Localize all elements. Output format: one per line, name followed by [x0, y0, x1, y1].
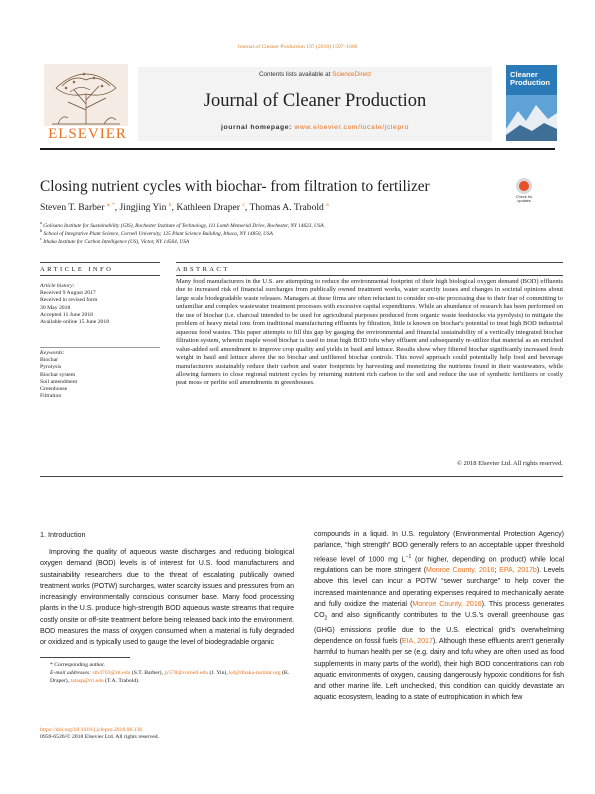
citation-link[interactable]: EIA, 2017: [401, 637, 433, 646]
history-item: 30 May 2018: [40, 304, 71, 311]
body-text-right: [314, 529, 564, 704]
cover-title: Cleaner Production: [510, 70, 551, 87]
divider: [40, 275, 160, 276]
keyword: Greenhouse: [40, 386, 68, 393]
author-affil-marker[interactable]: a, *: [106, 202, 115, 208]
author-affil-marker[interactable]: b: [168, 202, 172, 208]
abstract-heading: ABSTRACT: [176, 266, 230, 273]
abstract-text: Many food manufacturers in the U.S. are attempting to reduce the environmental footprint of their high biological oxygen demand (BOD) effluents due to increased risk of financial surcharges from publically owned treatment works, water scarcity issues and changes in societal opinions about large scale biodegradable waste releases. Managers at these firms are often reluctant to consider on-site processing due to their fear of committing to unfamiliar and complex wastewater treatment processes with excessive capital expenditures. While an abundance of research has been performed on the use of biochar (i.e. charcoal intended to be used for agricultural purposes produced from organic waste feedstocks via pyrolysis) to mitigate the problem of heavy metal ions from traditional manufacturing effluents by filtration, little is known on biochar's potential to treat high BOD industrial aqueous food wastes. This paper attempts to fill this gap by gauging the environmental and financial sustainability of a vertically integrated biochar filtration system, wherein maple wood biochar is used to treat high BOD tofu whey effluent and subsequently re-utilize that material as an enriched value-added soil amendment to improve crop quality and yields in basil and lettuce. Results show whey filtered biochar significantly increased fresh weight in basil and lettuce above the no biochar and unfiltered biochar controls. This novel approach could potentially help food and beverage manufacturers sustainably reduce their carbon and water footprints by harvesting and monetizing the nutrients found in their wastewaters, while allowing farmers to close regional nutrient cycles by returning nutrient rich carbon to the soil and reduce the use of synthetic fertilizers or costly peat moss or perlite soil amendments in greenhouses.: [176, 278, 563, 387]
email-owner: (S.T. Barber),: [130, 670, 165, 676]
footnote-rule: [40, 657, 130, 658]
divider: [176, 275, 563, 276]
citation-link[interactable]: Monroe County, 2016: [426, 566, 495, 575]
homepage-link[interactable]: www.elsevier.com/locate/jclepro: [294, 124, 410, 131]
citation-link[interactable]: EPA, 2017b: [499, 566, 537, 575]
divider: [40, 347, 160, 348]
email-addresses: [50, 670, 300, 685]
contents-prefix: Contents lists available at: [258, 71, 333, 78]
elsevier-wordmark: ELSEVIER: [48, 126, 127, 142]
citation-link[interactable]: Monroe County, 2016: [412, 599, 482, 608]
author-name[interactable]: Steven T. Barber: [40, 202, 105, 214]
email-link[interactable]: stb4703@rit.edu: [92, 670, 131, 676]
body-text-run: −1: [405, 553, 412, 560]
affiliation: [40, 236, 189, 245]
issn-line: 0959-6526/© 2018 Elsevier Ltd. All rights reserved.: [40, 734, 159, 741]
affiliation-marker: a: [40, 220, 42, 225]
keywords: [40, 350, 77, 400]
keyword: Pyrolysis: [40, 364, 62, 371]
email-link[interactable]: kd@ithaka-institut.org: [229, 670, 281, 676]
body-text-run: 2: [324, 615, 328, 622]
affiliation-text: School of Integrative Plant Science, Cornell University, 125 Plant Science Building, Ithaca, NY 14850, USA: [43, 230, 273, 237]
abstract-copyright: © 2018 Elsevier Ltd. All rights reserved.: [456, 460, 563, 467]
divider: [176, 262, 563, 263]
keyword: Biochar system: [40, 371, 76, 378]
crossmark-label: Check for updates: [515, 195, 533, 204]
author-affil-marker[interactable]: c: [242, 202, 245, 208]
journal-cover-image[interactable]: [506, 65, 557, 141]
corresponding-author-note: * Corresponding author.: [50, 662, 106, 668]
history-item: Available online 15 June 2018: [40, 319, 110, 326]
sciencedirect-link[interactable]: ScienceDirect: [332, 71, 371, 78]
divider: [40, 262, 160, 263]
journal-citation[interactable]: Journal of Cleaner Production 197 (2018) 1597–1606: [237, 44, 358, 50]
crossmark-icon: [516, 178, 532, 194]
email-label: E-mail addresses:: [50, 670, 93, 676]
email-link[interactable]: jy578@cornell.edu: [164, 670, 209, 676]
author-affil-marker[interactable]: a: [326, 202, 329, 208]
affiliation-marker: b: [40, 228, 43, 233]
keyword: Filtration: [40, 393, 62, 400]
article-info-heading: ARTICLE INFO: [40, 266, 114, 273]
crossmark-badge[interactable]: [509, 178, 539, 208]
email-owner: (T.A. Trabold).: [103, 677, 140, 684]
history-label: Article history:: [40, 283, 75, 289]
body-text-run: and also significantly contributes to the U.S.'s overall greenhouse gas (GHG) emissions profile due to the U.S. electrical grid's overwhelming dependence on fossil fuels (: [314, 611, 564, 646]
author-name[interactable]: Thomas A. Trabold: [249, 202, 324, 214]
article-history: [40, 283, 109, 326]
header-rule: [40, 148, 555, 150]
email-owner: (J. Yin),: [208, 670, 230, 676]
body-text-run: (or higher, depending on product) while local regulations can be more stringent (: [314, 554, 564, 575]
journal-masthead: [138, 67, 492, 141]
contents-line: [138, 71, 492, 78]
keywords-label: Keywords:: [40, 350, 65, 356]
affiliation-marker: c: [40, 236, 42, 241]
history-item: Received in revised form: [40, 297, 98, 304]
doi-block: [40, 727, 159, 742]
keyword: Soil amendment: [40, 378, 78, 385]
homepage-label: journal homepage:: [220, 124, 295, 131]
elsevier-tree-icon: [44, 64, 128, 126]
author-name[interactable]: Jingjing Yin: [119, 202, 167, 214]
email-owner: (K. Draper),: [50, 670, 290, 684]
keyword: Biochar: [40, 357, 59, 364]
section-heading: 1. Introduction: [40, 530, 86, 539]
history-item: Accepted 11 June 2018: [40, 311, 94, 318]
body-text-run: ). Although these effluents aren't generally harmful to human health per se (e.g. dairy and tofu whey are often used as food supplements in many parts of the world), their high BOD concentrations can rob aquatic environments of oxygen, causing dangerously hypoxic conditions for fish and other marine life. Left unchecked, this condition can quickly devastate an aquatic ecosystem, leading to a state of eutrophication in which few: [314, 637, 565, 702]
body-text-run: ;: [494, 566, 500, 575]
body-text-run: compounds in a liquid. In U.S. regulatory (Environmental Protection Agency) parlance, “high strength” BOD generally refers to an acceptable upper threshold release level of 1000 mg L: [314, 530, 564, 563]
cover-mountain-icon: [506, 95, 557, 141]
journal-title[interactable]: Journal of Cleaner Production: [203, 91, 427, 111]
divider: [40, 476, 563, 477]
body-text-run: ). Levels above this level can incur a POTW “sewer surcharge” to help cover the increased maintenance and operating expenses required to mechanically aerate and fully oxidize the material (: [314, 566, 565, 608]
author-name[interactable]: Kathleen Draper: [176, 202, 240, 214]
body-text-left: Improving the quality of aqueous waste discharges and reducing biological oxygen demand (BOD) levels is of interest for U.S. food manufacturers and sustainability researchers due to the threat of escalating publically owned treatment works (POTW) surcharges, water scarcity issues and pressures from an increasingly environmentally conscious consumer base. Many food processing plants in the U.S. produce high-strength BOD aqueous waste streams that require costly onsite or off-site treatment before being released back into the environment. BOD measures the mass of oxygen consumed when a material is fully degraded or oxidized and is typically used to gauge the level of biodegradable organic: [40, 548, 294, 646]
history-item: Received 9 August 2017: [40, 290, 96, 297]
affiliation-text: Golisano Institute for Sustainability (GIS), Rochester Institute of Technology, 111 Lomb Memorial Drive, Rochester, NY 14623, USA: [43, 222, 324, 229]
body-text-run: ). This process generates CO: [314, 599, 564, 620]
article-title: Closing nutrient cycles with biochar- from filtration to fertilizer: [40, 178, 430, 195]
author-list: Steven T. Barber $^{a, *}$, Jingjing Yin $^b$, Kathleen Draper $^c$, Thomas A. Trabold $^a$: [40, 202, 329, 214]
doi-link[interactable]: https://doi.org/10.1016/j.jclepro.2018.06.136: [40, 727, 143, 733]
affiliation-text: Ithaka Institute for Carbon Intelligence (US), Victor, NY 14564, USA: [43, 238, 190, 245]
journal-homepage: [138, 124, 492, 131]
email-link[interactable]: tatasp@rit.edu: [70, 677, 104, 684]
elsevier-logo[interactable]: [40, 62, 135, 144]
